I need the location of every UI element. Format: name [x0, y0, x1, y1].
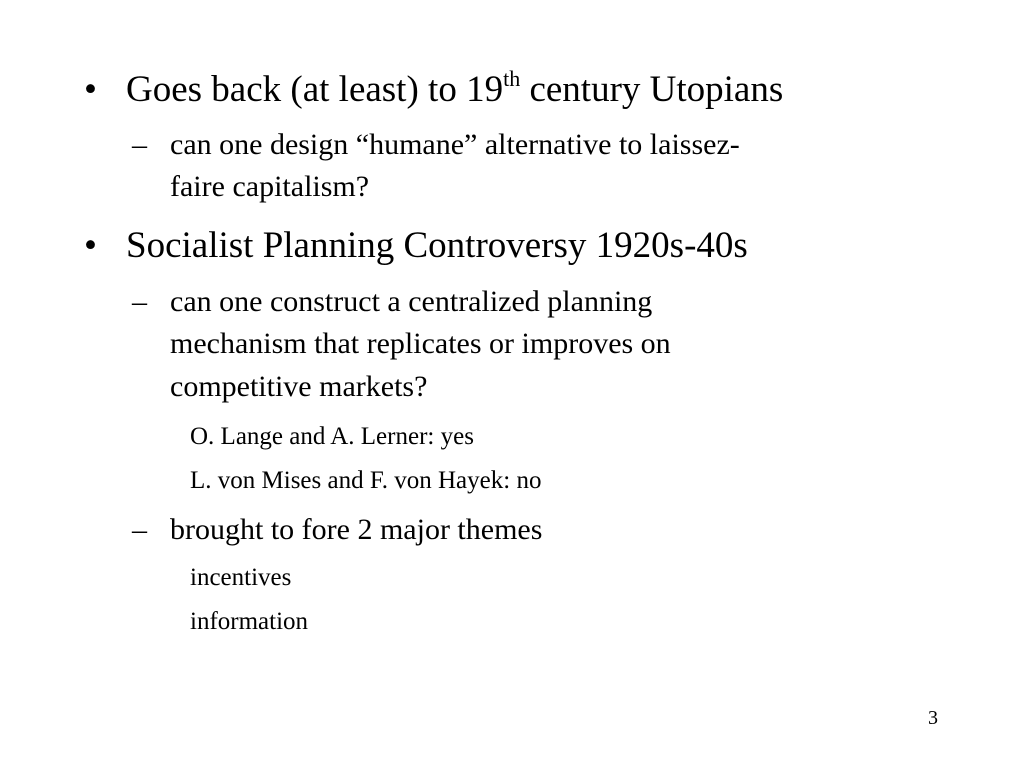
- subitem-construct-line2: mechanism that replicates or improves on: [170, 327, 671, 360]
- dash-marker: –: [132, 128, 147, 161]
- bullet-marker: •: [84, 225, 97, 266]
- dash-marker: –: [132, 285, 147, 318]
- bullet-goes-back-text-end: century Utopians: [520, 69, 784, 110]
- subitem-construct-line3: competitive markets?: [170, 370, 428, 403]
- bullet-marker: •: [84, 69, 97, 110]
- page-number: 3: [928, 707, 938, 729]
- bullet-socialist-planning: Socialist Planning Controversy 1920s-40s: [126, 225, 748, 266]
- subsubitem-information: information: [190, 608, 309, 635]
- subsubitem-mises-hayek: L. von Mises and F. von Hayek: no: [190, 467, 542, 494]
- dash-marker: –: [132, 513, 147, 546]
- subsubitem-incentives: incentives: [190, 564, 292, 591]
- bullet-goes-back: [126, 65, 784, 112]
- subitem-construct-line1: can one construct a centralized planning: [170, 285, 653, 318]
- subitem-humane-line2: faire capitalism?: [170, 170, 370, 203]
- subsubitem-lange-lerner: O. Lange and A. Lerner: yes: [190, 423, 474, 450]
- subitem-themes: brought to fore 2 major themes: [170, 513, 543, 546]
- bullet-goes-back-text: Goes back (at least) to 19: [126, 69, 504, 110]
- superscript-th: th: [503, 65, 521, 91]
- subitem-humane-line1: can one design “humane” alternative to laissez-: [170, 128, 740, 161]
